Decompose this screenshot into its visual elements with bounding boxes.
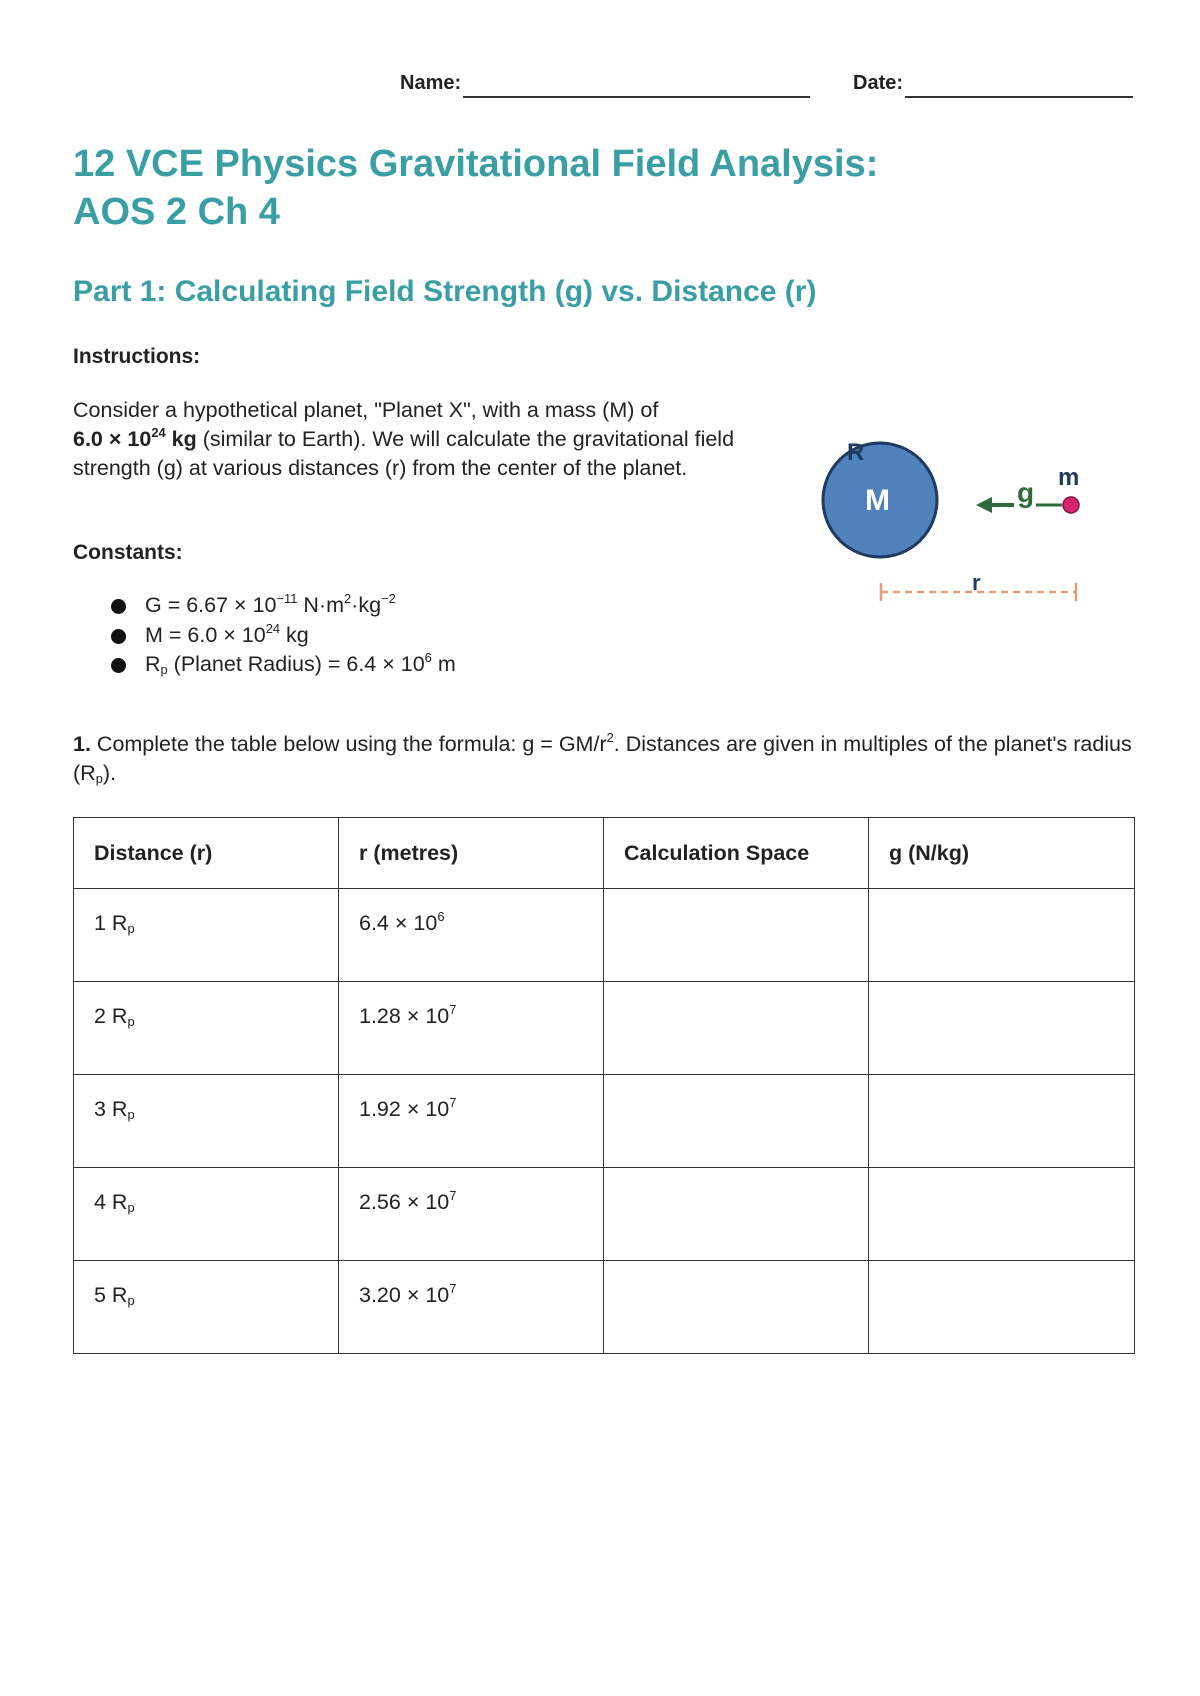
radius-label: R <box>847 439 865 466</box>
constant-M: $M = 6.0 \times 10^{24}$ kg <box>73 621 673 651</box>
constants-list <box>73 591 673 680</box>
table-row <box>74 1168 1135 1261</box>
constant-Rp: $R_p$ (Planet Radius) = $6.4 \times 10^6$ m <box>73 650 673 680</box>
r-metres-cell: $1.28 \times 10^7$ <box>339 982 604 1075</box>
g-answer-cell[interactable] <box>869 1261 1135 1354</box>
intro-text-before: Consider a hypothetical planet, "Planet X", with a mass (M) of <box>73 398 659 422</box>
question-number: 1. <box>73 732 91 756</box>
bullet-icon <box>111 629 126 644</box>
g-answer-cell[interactable] <box>869 889 1135 982</box>
calculation-cell[interactable] <box>604 1168 869 1261</box>
g-answer-cell[interactable] <box>869 1168 1135 1261</box>
g-answer-cell[interactable] <box>869 982 1135 1075</box>
field-g-label: g <box>1017 477 1035 508</box>
name-label: Name: <box>400 72 462 94</box>
field-arrow-icon <box>976 497 1014 513</box>
instructions-label: Instructions: <box>73 345 201 368</box>
table-row <box>74 1261 1135 1354</box>
field-strength-table <box>73 817 1135 1354</box>
distance-cell: 5 $R_p$ <box>74 1261 339 1354</box>
table-header-row <box>74 818 1135 889</box>
header-calculation-space: Calculation Space <box>604 818 869 889</box>
distance-cell: 3 $R_p$ <box>74 1075 339 1168</box>
constants-label: Constants: <box>73 541 183 564</box>
date-label: Date: <box>853 72 904 94</box>
distance-cell: 2 $R_p$ <box>74 982 339 1075</box>
bullet-icon <box>111 658 126 673</box>
name-field[interactable] <box>463 76 810 98</box>
calculation-cell[interactable] <box>604 1075 869 1168</box>
distance-cell: 1 $R_p$ <box>74 889 339 982</box>
table-row <box>74 982 1135 1075</box>
distance-r-label: r <box>972 570 981 595</box>
page-title <box>73 140 973 236</box>
calculation-cell[interactable] <box>604 1261 869 1354</box>
question-1: 1. Complete the table below using the formula: $g = GM/r^2$. Distances are given in multiples of the planet's radius $(R_p)$. <box>73 729 1132 787</box>
header-r-metres: r (metres) <box>339 818 604 889</box>
g-answer-cell[interactable] <box>869 1075 1135 1168</box>
r-metres-cell: $2.56 \times 10^7$ <box>339 1168 604 1261</box>
title-line-1: 12 VCE Physics Gravitational Field Analysis: <box>73 143 879 185</box>
intro-mass-value: $6.0 \times 10^{24}$ kg <box>73 424 197 451</box>
intro-text-after: (similar to Earth). We will calculate the gravitational field strength (g) at various distances (r) from the center of the planet. <box>73 427 735 480</box>
r-metres-cell: $6.4 \times 10^6$ <box>339 889 604 982</box>
table-row <box>74 1075 1135 1168</box>
date-field[interactable] <box>905 76 1133 98</box>
r-metres-cell: $3.20 \times 10^7$ <box>339 1261 604 1354</box>
planet-mass-label: M <box>865 484 890 517</box>
table-row <box>74 889 1135 982</box>
gravity-diagram <box>800 430 1120 610</box>
test-mass-dot <box>1063 497 1079 513</box>
calculation-cell[interactable] <box>604 982 869 1075</box>
title-line-2: AOS 2 Ch 4 <box>73 191 280 233</box>
bullet-icon <box>111 599 126 614</box>
part1-heading: Part 1: Calculating Field Strength (g) vs. Distance (r) <box>73 275 817 308</box>
test-mass-label: m <box>1058 464 1080 491</box>
calculation-cell[interactable] <box>604 889 869 982</box>
intro-paragraph <box>73 396 763 483</box>
header-distance: Distance (r) <box>74 818 339 889</box>
constant-G: $G = 6.67 \times 10^{-11}$ $N\cdot m^2\cdot kg^{-2}$ <box>73 591 673 621</box>
distance-cell: 4 $R_p$ <box>74 1168 339 1261</box>
header-g: g (N/kg) <box>869 818 1135 889</box>
r-metres-cell: $1.92 \times 10^7$ <box>339 1075 604 1168</box>
